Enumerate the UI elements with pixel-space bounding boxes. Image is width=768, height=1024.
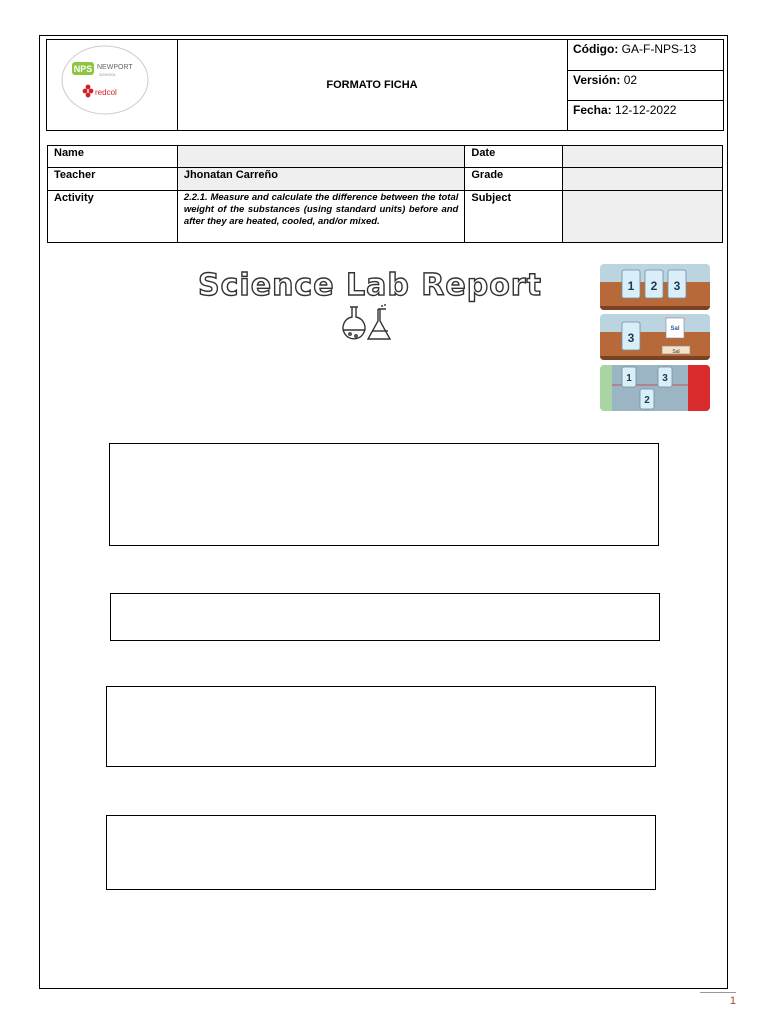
report-title bbox=[175, 262, 565, 304]
grade-label: Grade bbox=[465, 168, 563, 191]
logo-cell bbox=[47, 40, 178, 130]
experiment-thumbnail-3 bbox=[600, 365, 710, 411]
fecha-row: Fecha: 12-12-2022 bbox=[567, 100, 723, 130]
student-info-table bbox=[47, 145, 723, 243]
form-title: FORMATO FICHA bbox=[177, 40, 568, 130]
svg-text:2: 2 bbox=[644, 395, 650, 406]
date-field[interactable] bbox=[563, 146, 723, 168]
page-number: 1 bbox=[700, 992, 736, 1007]
experiment-thumbnail-1 bbox=[600, 264, 710, 310]
svg-text:Science Lab Report: Science Lab Report bbox=[198, 268, 542, 303]
answer-box-3[interactable] bbox=[106, 686, 656, 767]
svg-text:NEWPORT: NEWPORT bbox=[97, 64, 133, 71]
svg-text:Sal: Sal bbox=[672, 349, 680, 355]
date-label: Date bbox=[465, 146, 563, 168]
svg-text:SCHOOL: SCHOOL bbox=[99, 72, 116, 77]
school-logo bbox=[47, 40, 177, 130]
svg-text:NPS: NPS bbox=[73, 64, 93, 74]
experiment-thumbnail-2 bbox=[600, 314, 710, 360]
svg-text:3: 3 bbox=[662, 373, 668, 384]
svg-text:Sal: Sal bbox=[670, 326, 680, 332]
answer-box-4[interactable] bbox=[106, 815, 656, 890]
codigo-row: Código: GA-F-NPS-13 bbox=[573, 42, 697, 56]
svg-text:1: 1 bbox=[627, 279, 635, 293]
svg-text:3: 3 bbox=[673, 279, 681, 293]
form-meta bbox=[567, 40, 723, 130]
svg-text:redcol: redcol bbox=[95, 88, 117, 97]
subject-label: Subject bbox=[465, 191, 563, 243]
subject-field[interactable] bbox=[563, 191, 723, 243]
answer-box-1[interactable] bbox=[109, 443, 659, 546]
svg-text:1: 1 bbox=[626, 373, 632, 384]
teacher-value: Jhonatan Carreño bbox=[177, 168, 465, 191]
answer-box-2[interactable] bbox=[110, 593, 660, 641]
svg-text:2: 2 bbox=[650, 279, 658, 293]
teacher-label: Teacher bbox=[48, 168, 178, 191]
grade-field[interactable] bbox=[563, 168, 723, 191]
form-header bbox=[46, 39, 724, 131]
activity-label: Activity bbox=[48, 191, 178, 243]
name-label: Name bbox=[48, 146, 178, 168]
flask-icon bbox=[336, 303, 398, 343]
activity-description: 2.2.1. Measure and calculate the difference between the total weight of the substances (using standard units) before and after they are heated, cooled, and/or mixed. bbox=[177, 191, 465, 243]
version-row: Versión: 02 bbox=[567, 70, 723, 100]
name-field[interactable] bbox=[177, 146, 465, 168]
svg-text:3: 3 bbox=[627, 331, 635, 345]
